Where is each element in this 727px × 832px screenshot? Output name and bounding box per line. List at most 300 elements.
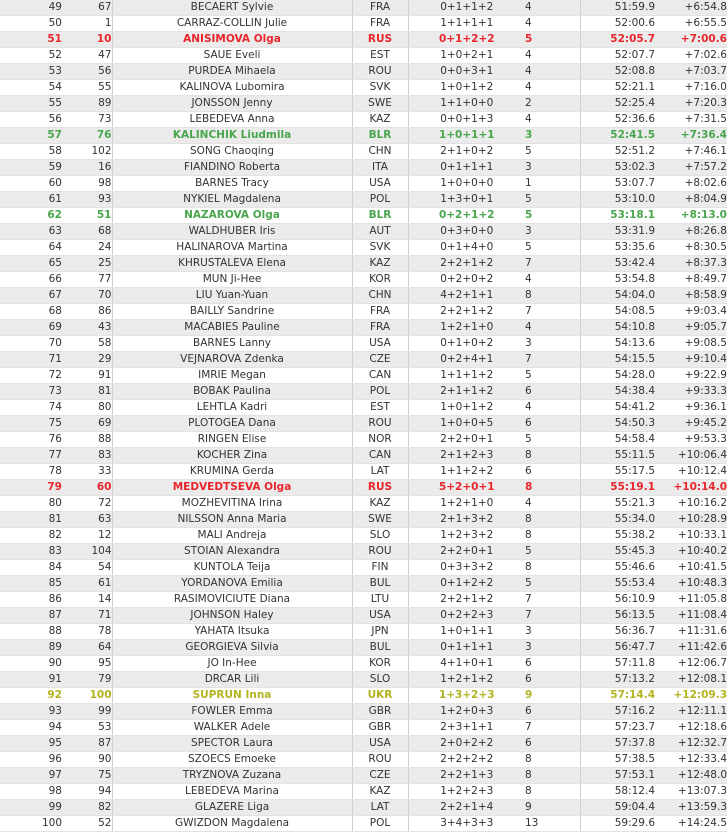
bib-cell: 14 [62, 592, 112, 608]
nation-code: KAZ [352, 112, 408, 128]
table-row [0, 336, 727, 352]
bib-cell: 89 [62, 96, 112, 112]
time-behind: +12:33.4 [655, 752, 727, 768]
table-row [0, 400, 727, 416]
nation-code: CHN [352, 288, 408, 304]
finish-time: 55:21.3 [580, 496, 655, 512]
time-behind: +7:16.0 [655, 80, 727, 96]
time-behind: +12:18.6 [655, 720, 727, 736]
nation-code: EST [352, 400, 408, 416]
finish-time: 55:19.1 [580, 480, 655, 496]
nation-code: USA [352, 736, 408, 752]
athlete-name: PURDEA Mihaela [112, 64, 352, 80]
nation-code: GBR [352, 704, 408, 720]
bib-cell: 94 [62, 784, 112, 800]
table-row [0, 592, 727, 608]
rank-cell: 53 [0, 64, 62, 80]
nation-code: SLO [352, 672, 408, 688]
shooting-misses: 1+0+0+5 [408, 416, 525, 432]
shooting-misses: 0+2+4+1 [408, 352, 525, 368]
time-behind: +7:31.5 [655, 112, 727, 128]
table-row [0, 432, 727, 448]
time-behind: +13:07.3 [655, 784, 727, 800]
time-behind: +8:04.9 [655, 192, 727, 208]
bib-cell: 72 [62, 496, 112, 512]
shooting-misses: 2+3+1+1 [408, 720, 525, 736]
penalty-count: 3 [525, 224, 580, 240]
shooting-misses: 2+2+0+1 [408, 544, 525, 560]
nation-code: RUS [352, 32, 408, 48]
time-behind: +9:03.4 [655, 304, 727, 320]
athlete-name: JOHNSON Haley [112, 608, 352, 624]
athlete-name: FIANDINO Roberta [112, 160, 352, 176]
penalty-count: 7 [525, 608, 580, 624]
table-row [0, 112, 727, 128]
bib-cell: 24 [62, 240, 112, 256]
penalty-count: 5 [525, 144, 580, 160]
rank-cell: 94 [0, 720, 62, 736]
finish-time: 53:18.1 [580, 208, 655, 224]
athlete-name: BOBAK Paulina [112, 384, 352, 400]
penalty-count: 8 [525, 768, 580, 784]
athlete-name: BARNES Tracy [112, 176, 352, 192]
rank-cell: 93 [0, 704, 62, 720]
bib-cell: 12 [62, 528, 112, 544]
rank-cell: 49 [0, 0, 62, 16]
time-behind: +11:31.6 [655, 624, 727, 640]
penalty-count: 5 [525, 368, 580, 384]
athlete-name: HALINAROVA Martina [112, 240, 352, 256]
athlete-name: MOZHEVITINA Irina [112, 496, 352, 512]
finish-time: 52:08.8 [580, 64, 655, 80]
penalty-count: 6 [525, 464, 580, 480]
penalty-count: 8 [525, 512, 580, 528]
nation-code: ROU [352, 416, 408, 432]
shooting-misses: 1+2+1+0 [408, 320, 525, 336]
shooting-misses: 2+1+0+2 [408, 144, 525, 160]
nation-code: CZE [352, 768, 408, 784]
penalty-count: 4 [525, 400, 580, 416]
rank-cell: 75 [0, 416, 62, 432]
table-row [0, 96, 727, 112]
penalty-count: 6 [525, 656, 580, 672]
rank-cell: 88 [0, 624, 62, 640]
bib-cell: 70 [62, 288, 112, 304]
time-behind: +7:46.1 [655, 144, 727, 160]
athlete-name: IMRIE Megan [112, 368, 352, 384]
penalty-count: 5 [525, 208, 580, 224]
finish-time: 53:10.0 [580, 192, 655, 208]
penalty-count: 8 [525, 560, 580, 576]
athlete-name: SUPRUN Inna [112, 688, 352, 704]
nation-code: FIN [352, 560, 408, 576]
finish-time: 52:36.6 [580, 112, 655, 128]
penalty-count: 7 [525, 352, 580, 368]
shooting-misses: 1+1+2+2 [408, 464, 525, 480]
table-row [0, 672, 727, 688]
athlete-name: SPECTOR Laura [112, 736, 352, 752]
finish-time: 52:21.1 [580, 80, 655, 96]
athlete-name: ANISIMOVA Olga [112, 32, 352, 48]
penalty-count: 3 [525, 128, 580, 144]
table-row [0, 768, 727, 784]
nation-code: SLO [352, 528, 408, 544]
rank-cell: 71 [0, 352, 62, 368]
penalty-count: 7 [525, 592, 580, 608]
finish-time: 53:07.7 [580, 176, 655, 192]
athlete-name: BECAERT Sylvie [112, 0, 352, 16]
table-row [0, 640, 727, 656]
table-row [0, 528, 727, 544]
nation-code: CHN [352, 144, 408, 160]
table-row [0, 736, 727, 752]
shooting-misses: 4+2+1+1 [408, 288, 525, 304]
shooting-misses: 0+1+1+2 [408, 0, 525, 16]
rank-cell: 91 [0, 672, 62, 688]
athlete-name: YAHATA Itsuka [112, 624, 352, 640]
bib-cell: 55 [62, 80, 112, 96]
finish-time: 55:17.5 [580, 464, 655, 480]
bib-cell: 86 [62, 304, 112, 320]
athlete-name: SAUE Eveli [112, 48, 352, 64]
time-behind: +11:42.6 [655, 640, 727, 656]
table-row [0, 80, 727, 96]
finish-time: 52:05.7 [580, 32, 655, 48]
table-row [0, 144, 727, 160]
shooting-misses: 1+1+1+1 [408, 16, 525, 32]
nation-code: CAN [352, 448, 408, 464]
shooting-misses: 1+2+1+0 [408, 496, 525, 512]
finish-time: 54:08.5 [580, 304, 655, 320]
rank-cell: 67 [0, 288, 62, 304]
time-behind: +10:12.4 [655, 464, 727, 480]
time-behind: +14:24.5 [655, 816, 727, 832]
finish-time: 54:50.3 [580, 416, 655, 432]
athlete-name: YORDANOVA Emilia [112, 576, 352, 592]
shooting-misses: 2+2+2+2 [408, 752, 525, 768]
athlete-name: NILSSON Anna Maria [112, 512, 352, 528]
finish-time: 54:28.0 [580, 368, 655, 384]
nation-code: AUT [352, 224, 408, 240]
bib-cell: 69 [62, 416, 112, 432]
shooting-misses: 0+2+1+2 [408, 208, 525, 224]
penalty-count: 2 [525, 96, 580, 112]
time-behind: +9:45.2 [655, 416, 727, 432]
nation-code: RUS [352, 480, 408, 496]
nation-code: ROU [352, 64, 408, 80]
finish-time: 57:37.8 [580, 736, 655, 752]
rank-cell: 97 [0, 768, 62, 784]
time-behind: +9:08.5 [655, 336, 727, 352]
rank-cell: 96 [0, 752, 62, 768]
rank-cell: 64 [0, 240, 62, 256]
finish-time: 56:13.5 [580, 608, 655, 624]
rank-cell: 73 [0, 384, 62, 400]
bib-cell: 47 [62, 48, 112, 64]
shooting-misses: 0+0+3+1 [408, 64, 525, 80]
rank-cell: 74 [0, 400, 62, 416]
table-row [0, 624, 727, 640]
rank-cell: 100 [0, 816, 62, 832]
bib-cell: 79 [62, 672, 112, 688]
shooting-misses: 0+2+0+2 [408, 272, 525, 288]
athlete-name: GEORGIEVA Silvia [112, 640, 352, 656]
finish-time: 56:10.9 [580, 592, 655, 608]
penalty-count: 5 [525, 192, 580, 208]
bib-cell: 82 [62, 800, 112, 816]
bib-cell: 71 [62, 608, 112, 624]
table-row [0, 64, 727, 80]
finish-time: 53:54.8 [580, 272, 655, 288]
finish-time: 55:53.4 [580, 576, 655, 592]
finish-time: 56:36.7 [580, 624, 655, 640]
bib-cell: 58 [62, 336, 112, 352]
table-row [0, 800, 727, 816]
penalty-count: 4 [525, 48, 580, 64]
rank-cell: 69 [0, 320, 62, 336]
shooting-misses: 3+4+3+3 [408, 816, 525, 832]
athlete-name: LEBEDEVA Anna [112, 112, 352, 128]
table-row [0, 304, 727, 320]
bib-cell: 67 [62, 0, 112, 16]
shooting-misses: 2+0+2+2 [408, 736, 525, 752]
rank-cell: 58 [0, 144, 62, 160]
athlete-name: MEDVEDTSEVA Olga [112, 480, 352, 496]
athlete-name: PLOTOGEA Dana [112, 416, 352, 432]
table-row [0, 416, 727, 432]
finish-time: 55:38.2 [580, 528, 655, 544]
athlete-name: RINGEN Elise [112, 432, 352, 448]
time-behind: +12:11.1 [655, 704, 727, 720]
athlete-name: SONG Chaoqing [112, 144, 352, 160]
time-behind: +7:20.3 [655, 96, 727, 112]
athlete-name: WALDHUBER Iris [112, 224, 352, 240]
bib-cell: 51 [62, 208, 112, 224]
rank-cell: 72 [0, 368, 62, 384]
time-behind: +10:06.4 [655, 448, 727, 464]
penalty-count: 3 [525, 640, 580, 656]
table-row [0, 272, 727, 288]
penalty-count: 4 [525, 320, 580, 336]
bib-cell: 102 [62, 144, 112, 160]
finish-time: 54:04.0 [580, 288, 655, 304]
nation-code: FRA [352, 320, 408, 336]
nation-code: NOR [352, 432, 408, 448]
shooting-misses: 0+1+1+1 [408, 160, 525, 176]
nation-code: KAZ [352, 496, 408, 512]
nation-code: POL [352, 816, 408, 832]
nation-code: BUL [352, 640, 408, 656]
table-row [0, 320, 727, 336]
nation-code: LAT [352, 464, 408, 480]
table-row [0, 608, 727, 624]
shooting-misses: 2+2+1+2 [408, 256, 525, 272]
finish-time: 53:31.9 [580, 224, 655, 240]
shooting-misses: 0+1+4+0 [408, 240, 525, 256]
finish-time: 57:13.2 [580, 672, 655, 688]
bib-cell: 78 [62, 624, 112, 640]
time-behind: +9:22.9 [655, 368, 727, 384]
time-behind: +6:55.5 [655, 16, 727, 32]
athlete-name: MALI Andreja [112, 528, 352, 544]
rank-cell: 77 [0, 448, 62, 464]
time-behind: +9:53.3 [655, 432, 727, 448]
shooting-misses: 1+1+1+2 [408, 368, 525, 384]
rank-cell: 60 [0, 176, 62, 192]
time-behind: +12:08.1 [655, 672, 727, 688]
shooting-misses: 1+0+1+1 [408, 624, 525, 640]
athlete-name: VEJNAROVA Zdenka [112, 352, 352, 368]
bib-cell: 54 [62, 560, 112, 576]
shooting-misses: 0+2+2+3 [408, 608, 525, 624]
nation-code: JPN [352, 624, 408, 640]
penalty-count: 9 [525, 800, 580, 816]
bib-cell: 73 [62, 112, 112, 128]
table-row [0, 256, 727, 272]
bib-cell: 75 [62, 768, 112, 784]
nation-code: KAZ [352, 784, 408, 800]
rank-cell: 55 [0, 96, 62, 112]
shooting-misses: 2+1+3+2 [408, 512, 525, 528]
shooting-misses: 1+0+1+2 [408, 80, 525, 96]
athlete-name: KOCHER Zina [112, 448, 352, 464]
shooting-misses: 0+3+3+2 [408, 560, 525, 576]
athlete-name: JONSSON Jenny [112, 96, 352, 112]
athlete-name: BAILLY Sandrine [112, 304, 352, 320]
athlete-name: SZOECS Emoeke [112, 752, 352, 768]
table-row [0, 240, 727, 256]
time-behind: +7:03.7 [655, 64, 727, 80]
penalty-count: 6 [525, 384, 580, 400]
table-row [0, 512, 727, 528]
nation-code: POL [352, 384, 408, 400]
time-behind: +11:05.8 [655, 592, 727, 608]
nation-code: USA [352, 608, 408, 624]
bib-cell: 52 [62, 816, 112, 832]
penalty-count: 3 [525, 336, 580, 352]
rank-cell: 80 [0, 496, 62, 512]
finish-time: 57:38.5 [580, 752, 655, 768]
rank-cell: 79 [0, 480, 62, 496]
shooting-misses: 1+1+0+0 [408, 96, 525, 112]
time-behind: +9:36.1 [655, 400, 727, 416]
time-behind: +9:33.3 [655, 384, 727, 400]
nation-code: BUL [352, 576, 408, 592]
athlete-name: KHRUSTALEVA Elena [112, 256, 352, 272]
rank-cell: 78 [0, 464, 62, 480]
finish-time: 59:04.4 [580, 800, 655, 816]
finish-time: 54:58.4 [580, 432, 655, 448]
penalty-count: 5 [525, 576, 580, 592]
nation-code: FRA [352, 304, 408, 320]
time-behind: +12:48.0 [655, 768, 727, 784]
finish-time: 58:12.4 [580, 784, 655, 800]
shooting-misses: 2+1+2+3 [408, 448, 525, 464]
nation-code: FRA [352, 16, 408, 32]
bib-cell: 88 [62, 432, 112, 448]
shooting-misses: 0+1+2+2 [408, 576, 525, 592]
bib-cell: 16 [62, 160, 112, 176]
finish-time: 55:11.5 [580, 448, 655, 464]
rank-cell: 90 [0, 656, 62, 672]
table-row [0, 480, 727, 496]
shooting-misses: 1+3+0+1 [408, 192, 525, 208]
time-behind: +8:30.5 [655, 240, 727, 256]
nation-code: SVK [352, 240, 408, 256]
nation-code: SWE [352, 512, 408, 528]
finish-time: 52:25.4 [580, 96, 655, 112]
shooting-misses: 4+1+0+1 [408, 656, 525, 672]
table-row [0, 560, 727, 576]
nation-code: USA [352, 336, 408, 352]
table-row [0, 656, 727, 672]
athlete-name: MACABIES Pauline [112, 320, 352, 336]
penalty-count: 8 [525, 784, 580, 800]
time-behind: +7:36.4 [655, 128, 727, 144]
rank-cell: 68 [0, 304, 62, 320]
rank-cell: 57 [0, 128, 62, 144]
shooting-misses: 0+1+2+2 [408, 32, 525, 48]
penalty-count: 6 [525, 704, 580, 720]
nation-code: KOR [352, 272, 408, 288]
shooting-misses: 2+2+1+3 [408, 768, 525, 784]
penalty-count: 5 [525, 544, 580, 560]
athlete-name: LIU Yuan-Yuan [112, 288, 352, 304]
rank-cell: 85 [0, 576, 62, 592]
time-behind: +9:05.7 [655, 320, 727, 336]
table-row [0, 224, 727, 240]
athlete-name: TRYZNOVA Zuzana [112, 768, 352, 784]
athlete-name: JO In-Hee [112, 656, 352, 672]
table-row [0, 496, 727, 512]
finish-time: 59:29.6 [580, 816, 655, 832]
finish-time: 52:00.6 [580, 16, 655, 32]
shooting-misses: 1+2+1+2 [408, 672, 525, 688]
shooting-misses: 1+0+0+0 [408, 176, 525, 192]
table-row [0, 0, 727, 16]
rank-cell: 87 [0, 608, 62, 624]
time-behind: +10:40.2 [655, 544, 727, 560]
table-row [0, 464, 727, 480]
penalty-count: 8 [525, 752, 580, 768]
table-row [0, 352, 727, 368]
shooting-misses: 2+2+1+4 [408, 800, 525, 816]
bib-cell: 100 [62, 688, 112, 704]
finish-time: 52:07.7 [580, 48, 655, 64]
finish-time: 57:23.7 [580, 720, 655, 736]
penalty-count: 9 [525, 688, 580, 704]
penalty-count: 5 [525, 240, 580, 256]
time-behind: +11:08.4 [655, 608, 727, 624]
rank-cell: 62 [0, 208, 62, 224]
bib-cell: 43 [62, 320, 112, 336]
bib-cell: 80 [62, 400, 112, 416]
athlete-name: STOIAN Alexandra [112, 544, 352, 560]
table-row [0, 448, 727, 464]
bib-cell: 81 [62, 384, 112, 400]
finish-time: 57:53.1 [580, 768, 655, 784]
finish-time: 54:10.8 [580, 320, 655, 336]
table-row [0, 784, 727, 800]
finish-time: 56:47.7 [580, 640, 655, 656]
bib-cell: 77 [62, 272, 112, 288]
finish-time: 53:02.3 [580, 160, 655, 176]
athlete-name: FOWLER Emma [112, 704, 352, 720]
bib-cell: 1 [62, 16, 112, 32]
nation-code: EST [352, 48, 408, 64]
penalty-count: 4 [525, 64, 580, 80]
nation-code: KOR [352, 656, 408, 672]
